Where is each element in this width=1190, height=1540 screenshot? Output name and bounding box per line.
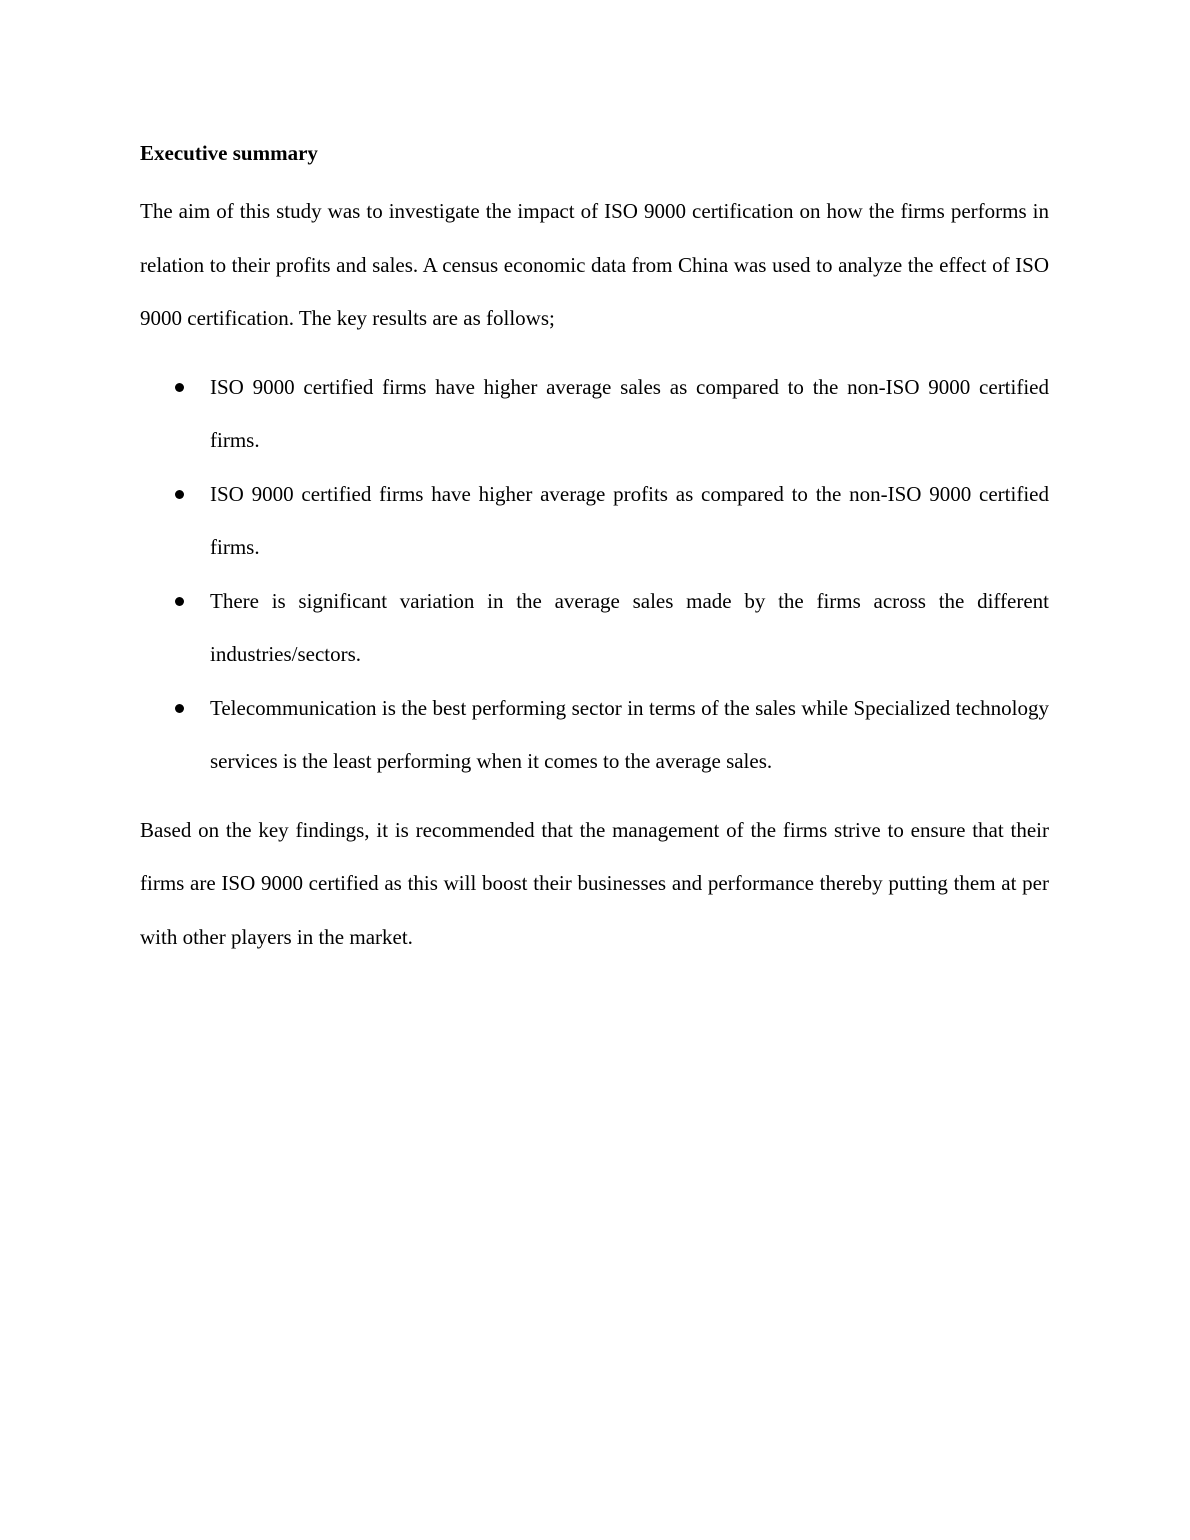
finding-text: Telecommunication is the best performing sector in terms of the sales while Specialized technology services is the least performing when it comes to the average sales. <box>210 695 1049 773</box>
recommendation-paragraph: Based on the key findings, it is recommended that the management of the firms strive to ensure that their firms are ISO 9000 certified as this will boost their businesses and performance thereby putting them at per with other players in the market. <box>140 817 1049 949</box>
finding-text: There is significant variation in the average sales made by the firms across the different industries/sectors. <box>210 588 1049 666</box>
list-item <box>140 682 1049 789</box>
key-findings-list <box>140 361 1049 789</box>
intro-paragraph: The aim of this study was to investigate the impact of ISO 9000 certification on how the firms performs in relation to their profits and sales. A census economic data from China was used to analyze the effect of ISO 9000 certification. The key results are as follows; <box>140 199 1049 330</box>
list-item <box>140 468 1049 575</box>
bullet-icon <box>175 490 184 499</box>
page-content <box>140 138 1049 964</box>
section-heading: Executive summary <box>140 141 318 165</box>
bullet-icon <box>175 383 184 392</box>
list-item <box>140 361 1049 468</box>
bullet-icon <box>175 704 184 713</box>
list-item <box>140 575 1049 682</box>
bullet-icon <box>175 597 184 606</box>
finding-text: ISO 9000 certified firms have higher average profits as compared to the non-ISO 9000 certified firms. <box>210 481 1049 559</box>
finding-text: ISO 9000 certified firms have higher average sales as compared to the non-ISO 9000 certified firms. <box>210 374 1049 452</box>
